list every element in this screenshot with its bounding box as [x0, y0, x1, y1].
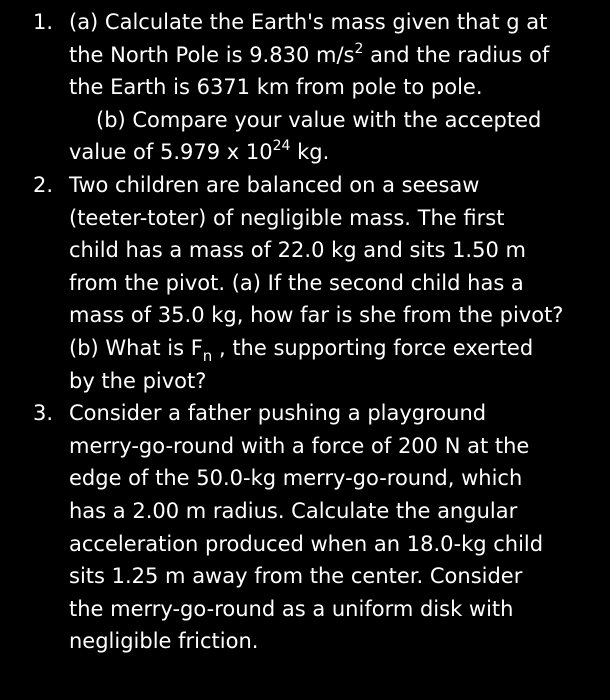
problem-2-number: 2.	[33, 172, 54, 197]
problem-3-line-5	[0, 528, 610, 561]
problem-3-line-6	[0, 560, 610, 593]
problem-3-line-2	[0, 430, 610, 463]
problem-3-line-4	[0, 495, 610, 528]
problem-1-line-4	[0, 104, 610, 137]
exponent: 2	[354, 40, 364, 57]
problem-1-text: kg.	[290, 140, 330, 165]
problem-1-number: 1.	[33, 10, 54, 34]
problem-3-line-1	[0, 397, 610, 430]
problem-2-text: by the pivot?	[69, 368, 207, 393]
problem-1-text: the Earth is 6371 km from pole to pole.	[69, 75, 483, 100]
problem-1-text: (a) Calculate the Earth's mass given that g at	[69, 10, 548, 34]
exponent: 24	[272, 138, 291, 155]
problem-2-line-7	[0, 365, 610, 398]
problem-3-text: Consider a father pushing a playground	[69, 401, 487, 426]
problem-3-text: acceleration produced when an 18.0-kg child	[69, 531, 544, 556]
problem-3-text: has a 2.00 m radius. Calculate the angular	[69, 498, 518, 523]
problem-3-text: sits 1.25 m away from the center. Consider	[69, 564, 523, 589]
problem-2-text: (teeter-toter) of negligible mass. The first	[69, 205, 505, 230]
problem-2-text: from the pivot. (a) If the second child has a	[69, 270, 524, 295]
problem-2-text: , the supporting force exerted	[212, 335, 534, 360]
problem-2-text: child has a mass of 22.0 kg and sits 1.50 m	[69, 238, 526, 263]
problem-1-text: and the radius of	[363, 42, 550, 67]
problem-2-text: Two children are balanced on a seesaw	[69, 172, 480, 197]
problem-2-line-5	[0, 299, 610, 332]
problem-2-line-1	[0, 169, 610, 202]
problem-1-line-3	[0, 71, 610, 104]
problem-3-text: edge of the 50.0-kg merry-go-round, which	[69, 466, 523, 491]
problem-3-line-3	[0, 462, 610, 495]
problem-1-line-5	[0, 136, 610, 169]
problem-2-text: (b) What is F	[69, 335, 203, 360]
problem-1-line-2	[0, 39, 610, 72]
problem-1-line-1	[0, 6, 610, 39]
problem-3-number: 3.	[33, 401, 54, 426]
problem-2-line-3	[0, 234, 610, 267]
problem-2-line-2	[0, 202, 610, 235]
subscript: n	[202, 346, 213, 365]
problem-2-text: mass of 35.0 kg, how far is she from the pivot?	[69, 303, 564, 328]
problem-1-text: (b) Compare your value with the accepted	[96, 107, 542, 132]
problem-3-line-7	[0, 593, 610, 626]
problem-3-text: the merry-go-round as a uniform disk with	[69, 596, 514, 621]
problem-3-text: negligible friction.	[69, 629, 259, 654]
problem-document	[0, 6, 610, 658]
problem-1-text: the North Pole is 9.830 m/s	[69, 42, 355, 67]
problem-2-line-4	[0, 267, 610, 300]
problem-3-text: merry-go-round with a force of 200 N at the	[69, 433, 530, 458]
problem-3-line-8	[0, 625, 610, 658]
problem-2-line-6	[0, 332, 610, 365]
problem-1-text: value of 5.979 x 10	[69, 140, 273, 165]
